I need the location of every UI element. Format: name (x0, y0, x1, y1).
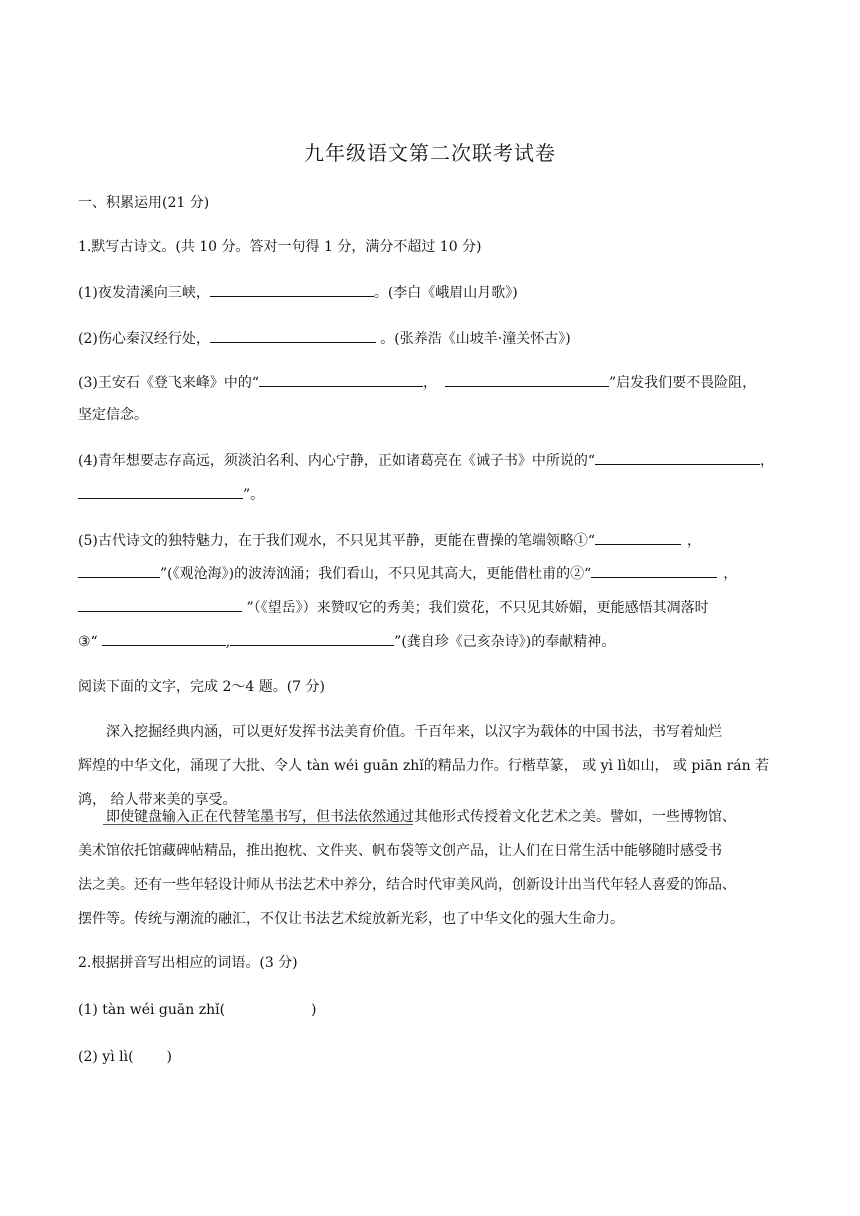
answer-blank[interactable] (210, 282, 374, 297)
item-3-sep: ， (423, 375, 437, 391)
answer-blank[interactable] (78, 597, 242, 612)
passage-para-2-line3: 法之美。还有一些年轻设计师从书法艺术中养分，结合时代审美风尚，创新设计出当代年轻人喜爱的饰品、 (78, 877, 736, 893)
item-5-sep: ， (687, 533, 701, 549)
item-5-text: ”（《望岳》）来赞叹它的秀美；我们赏花，不只见其娇媚，更能感悟其凋落时 (242, 600, 709, 616)
item-3-prefix: (3)王安石《登飞来峰》中的“ (78, 375, 259, 391)
question-1-item-3 (78, 372, 783, 393)
passage-para-1-line2: 辉煌的中华文化，涌现了大批、令人 tàn wéi guān zhǐ的精品力作。行楷草篆， 或 yì lì如山， 或 piān rán 若 (78, 758, 770, 774)
answer-blank[interactable] (102, 631, 226, 646)
question-1-item-4 (78, 450, 783, 471)
item-5-sep: , (225, 634, 231, 650)
question-1-stem: 1.默写古诗文。(共 10 分。答对一句得 1 分，满分不超过 10 分) (78, 239, 482, 255)
q2-item-1-close: ) (311, 1002, 317, 1018)
item-5-marker: ③“ (78, 634, 98, 650)
passage-para-1-line1: 深入挖掘经典内涵，可以更好发挥书法美育价值。千百年来，以汉字为载体的中国书法，书写着灿烂 (106, 724, 722, 740)
answer-blank[interactable] (259, 372, 423, 387)
item-5-text: ”(《观沧海》)的波涛汹涌；我们看山，不只见其高大，更能借杜甫的②“ (160, 566, 592, 582)
item-1-prefix: (1)夜发清溪向三峡， (78, 285, 210, 301)
passage-para-2-line4: 摆件等。传统与潮流的融汇，不仅让书法艺术绽放新光彩，也了中华文化的强大生命力。 (78, 911, 624, 927)
q2-item-2-close: ) (166, 1049, 173, 1065)
answer-blank[interactable] (210, 328, 376, 343)
item-5-text: ”(龚自珍《己亥杂诗》)的奉献精神。 (394, 634, 616, 650)
question-2-item-2 (78, 1047, 783, 1067)
answer-blank[interactable] (445, 372, 609, 387)
question-1-item-5-line3 (78, 597, 783, 618)
answer-blank[interactable] (591, 563, 717, 578)
answer-blank[interactable] (595, 530, 681, 545)
item-3-suffix: ”启发我们要不畏险阻， (609, 375, 757, 391)
q2-item-1-pinyin: (1) tàn wéi guān zhǐ( (78, 1002, 226, 1018)
question-2-stem: 2.根据拼音写出相应的词语。(3 分) (78, 955, 298, 971)
passage-para-2-line2: 美术馆依托馆藏碑帖精品，推出抱枕、文件夹、帆布袋等文创产品，让人们在日常生活中能够随时感受书 (78, 843, 722, 859)
item-4-prefix: (4)青年想要志存高远，须淡泊名利、内心宁静，正如诸葛亮在《诫子书》中所说的“ (78, 453, 595, 469)
question-1-item-2 (78, 328, 783, 349)
question-1-item-5-line2 (78, 563, 783, 584)
item-2-prefix: (2)伤心秦汉经行处， (78, 331, 210, 347)
passage-para-1-line3: 鸿， 给人带来美的享受。 (78, 792, 237, 808)
question-1-item-4-cont (78, 484, 783, 505)
passage-para-2-line1: 即使键盘输入正在代替笔墨书写，但书法依然通过其他形式传授着文化艺术之美。譬如，一些博物馆、 (106, 809, 736, 825)
answer-blank[interactable] (78, 563, 160, 578)
item-4-suffix: ”。 (243, 487, 265, 503)
q2-item-2-pinyin: (2) yì lì( (78, 1049, 134, 1065)
question-2-item-1 (78, 1000, 783, 1020)
item-5-text: (5)古代诗文的独特魅力，在于我们观水，不只见其平静，更能在曹操的笔端领略①“ (78, 533, 595, 549)
item-5-sep: ， (723, 566, 738, 582)
question-1-item-5-line1 (78, 530, 783, 551)
answer-blank[interactable] (230, 631, 394, 646)
answer-blank[interactable] (595, 450, 760, 465)
answer-blank[interactable] (78, 484, 243, 499)
item-2-suffix: 。(张养浩《山坡羊·潼关怀古》) (375, 331, 571, 347)
reading-instructions: 阅读下面的文字，完成 2～4 题。(7 分) (78, 679, 325, 695)
question-1-item-5-line4 (78, 631, 783, 652)
exam-title: 九年级语文第二次联考试卷 (304, 141, 556, 165)
question-1-item-1 (78, 282, 783, 303)
section-heading: 一、积累运用(21 分) (78, 195, 210, 211)
item-1-suffix: 。(李白《峨眉山月歌》) (373, 285, 518, 301)
item-4-sep: ， (760, 453, 774, 469)
question-1-item-3-cont: 坚定信念。 (78, 407, 148, 423)
